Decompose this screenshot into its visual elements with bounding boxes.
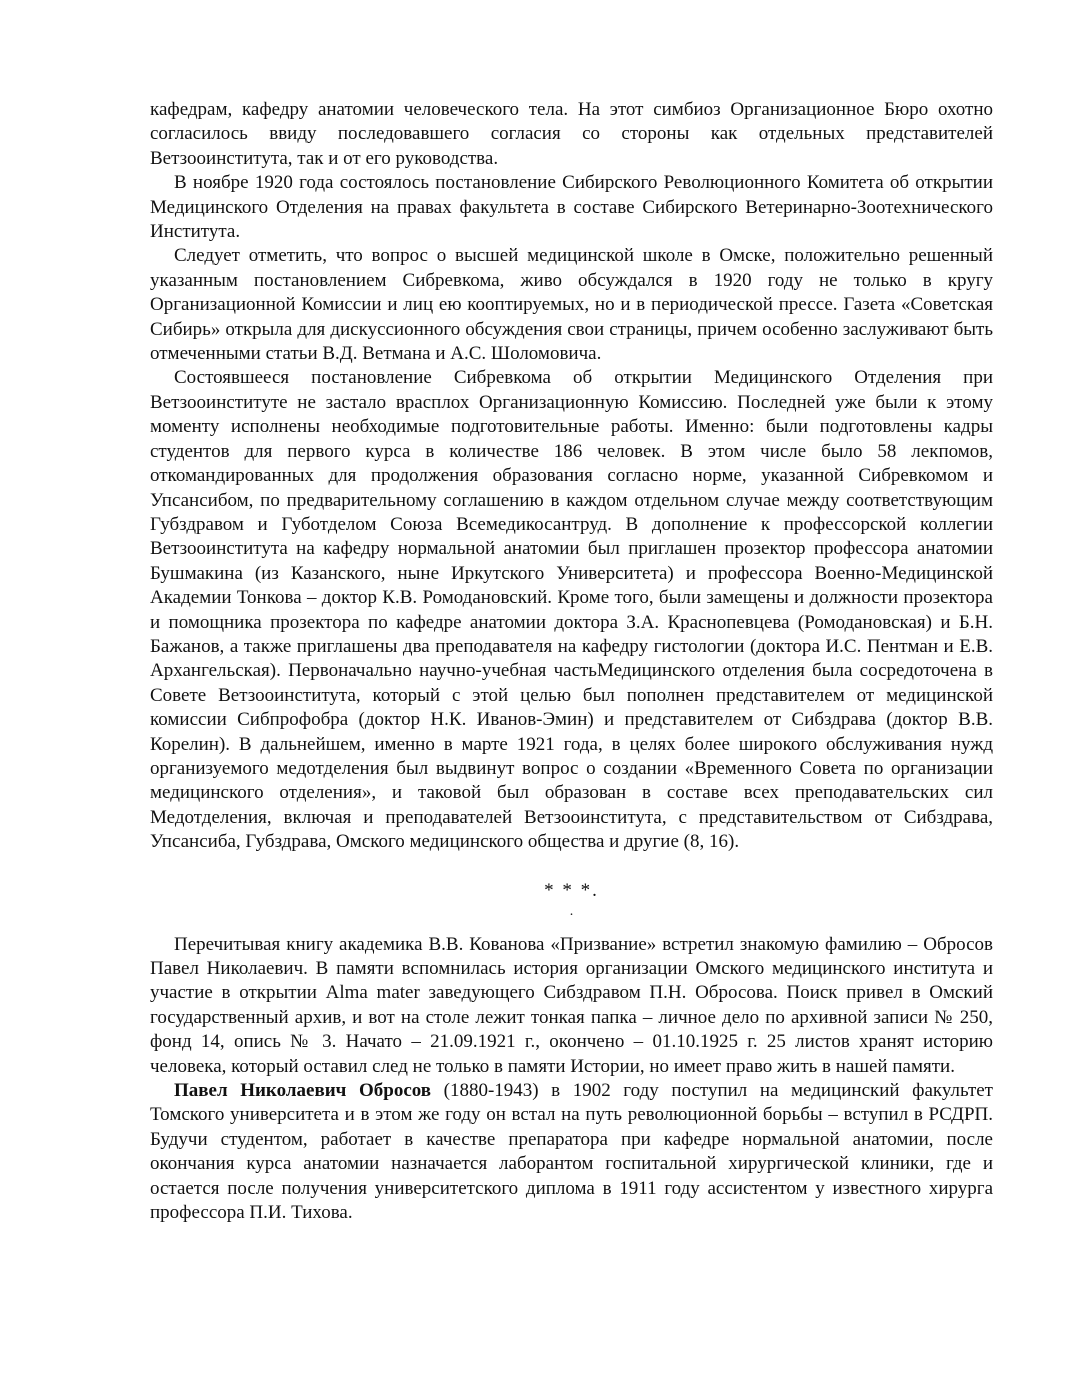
paragraph-symbiosis: кафедрам, кафедру анатомии человеческого тела. На этот симбиоз Организационное Бюро охотно согласилось ввиду последовавшего согласия со стороны как отдельных представителей Ветзооинститута, так и от его руководства. bbox=[150, 99, 993, 169]
section-separator: * * *. bbox=[544, 879, 599, 901]
separator-dot: . bbox=[569, 903, 574, 919]
document-page bbox=[150, 98, 993, 1225]
obrosov-biography-text: (1880-1943) в 1902 году поступил на медицинский факультет Томского университета и в этом же году он встал на путь революционной борьбы – вступил в РСДРП. Будучи студентом, работает в качестве препаратора при кафедре нормальной анатомии, после окончания курса анатомии назначается лаборантом госпитальной хирургической клиники, где и остается после получения университетского диплома в 1911 году ассистентом у известного хирурга профессора П.И. Тихова. bbox=[150, 1080, 993, 1224]
paragraph-obrosov-biography bbox=[150, 1079, 993, 1225]
paragraph-kovanov-book: Перечитывая книгу академика В.В. Кованова «Призвание» встретил знакомую фамилию – Обросов Павел Николаевич. В памяти вспомнилась история организации Омского медицинского института и участие в открытии Alma mater заведующего Сибздравом П.Н. Обросова. Поиск привел в Омский государственный архив, и вот на столе лежит тонкая папка – личное дело по архивной записи № 250, фонд 14, опись № 3. Начато – 21.09.1921 г., окончено – 01.10.1925 г. 25 листов хранят историю человека, который оставил след не только в памяти Истории, но имеет право жить в нашей памяти. bbox=[150, 933, 993, 1077]
obrosov-name: Павел Николаевич Обросов bbox=[174, 1080, 432, 1102]
paragraph-november-1920: В ноябре 1920 года состоялось постановление Сибирского Революционного Комитета об открытии Медицинского Отделения на правах факультета в составе Сибирского Ветеринарно-Зоотехнического Института. bbox=[150, 172, 993, 243]
paragraph-press-discussion: Следует отметить, что вопрос о высшей медицинской школе в Омске, положительно решенный указанным постановлением Сибревкома, живо обсуждался в 1920 году не только в кругу Организационной Комиссии и лиц ею кооптируемых, но и в периодической прессе. Газета «Советская Сибирь» открыла для дискуссионного обсуждения свои страницы, причем особенно заслуживают быть отмеченными статьи В.Д. Ветмана и А.С. Шоломовича. bbox=[150, 245, 993, 365]
paragraph-preparations: Состоявшееся постановление Сибревкома об открытии Медицинского Отделения при Ветзооинституте не застало врасплох Организационную Комиссию. Последней уже были к этому моменту исполнены необходимые подготовительные работы. Именно: были подготовлены кадры студентов для первого курса в количестве 186 человек. В этом числе было 58 лекпомов, откомандированных для продолжения образования согласно норме, указанной Сибревкомом и Упсансибом, по предварительному соглашению в каждом отдельном случае между соответствующим Губздравом и Губотделом Союза Всемедикосантруд. В дополнение к профессорской коллегии Ветзооинститута на кафедру нормальной анатомии был приглашен прозектор профессора анатомии Бушмакина (из Казанского, ныне Иркутского Университета) и профессора Военно-Медицинской Академии Тонкова – доктор К.В. Ромодановский. Кроме того, были замещены и должности прозектора и помощника прозектора по кафедре анатомии доктора З.А. Краснопевцева (Ромодановская) и Б.Н. Бажанов, а также приглашены два преподавателя на кафедру гистологии (доктора И.С. Пентман и Е.В. Архангельская). Первоначально научно-учебная частьМедицинского отделения была сосредоточена в Совете Ветзооинститута, который с этой целью был пополнен представителем от медицинской комиссии Сибпрофобра (доктор Н.К. Иванов-Эмин) и представителем от Сибздрава (доктор В.В. Корелин). В дальнейшем, именно в марте 1921 года, в целях более широкого обслуживания нужд организуемого медотделения был выдвинут вопрос о создании «Временного Совета по организации медицинского отделения», и таковой был образован в составе всех преподавательских сил Медотделения, включая и преподавателей Ветзооинститута, с представительством от Сибздрава, Упсансиба, Губздрава, Омского медицинского общества и другие (8, 16). bbox=[150, 367, 993, 853]
